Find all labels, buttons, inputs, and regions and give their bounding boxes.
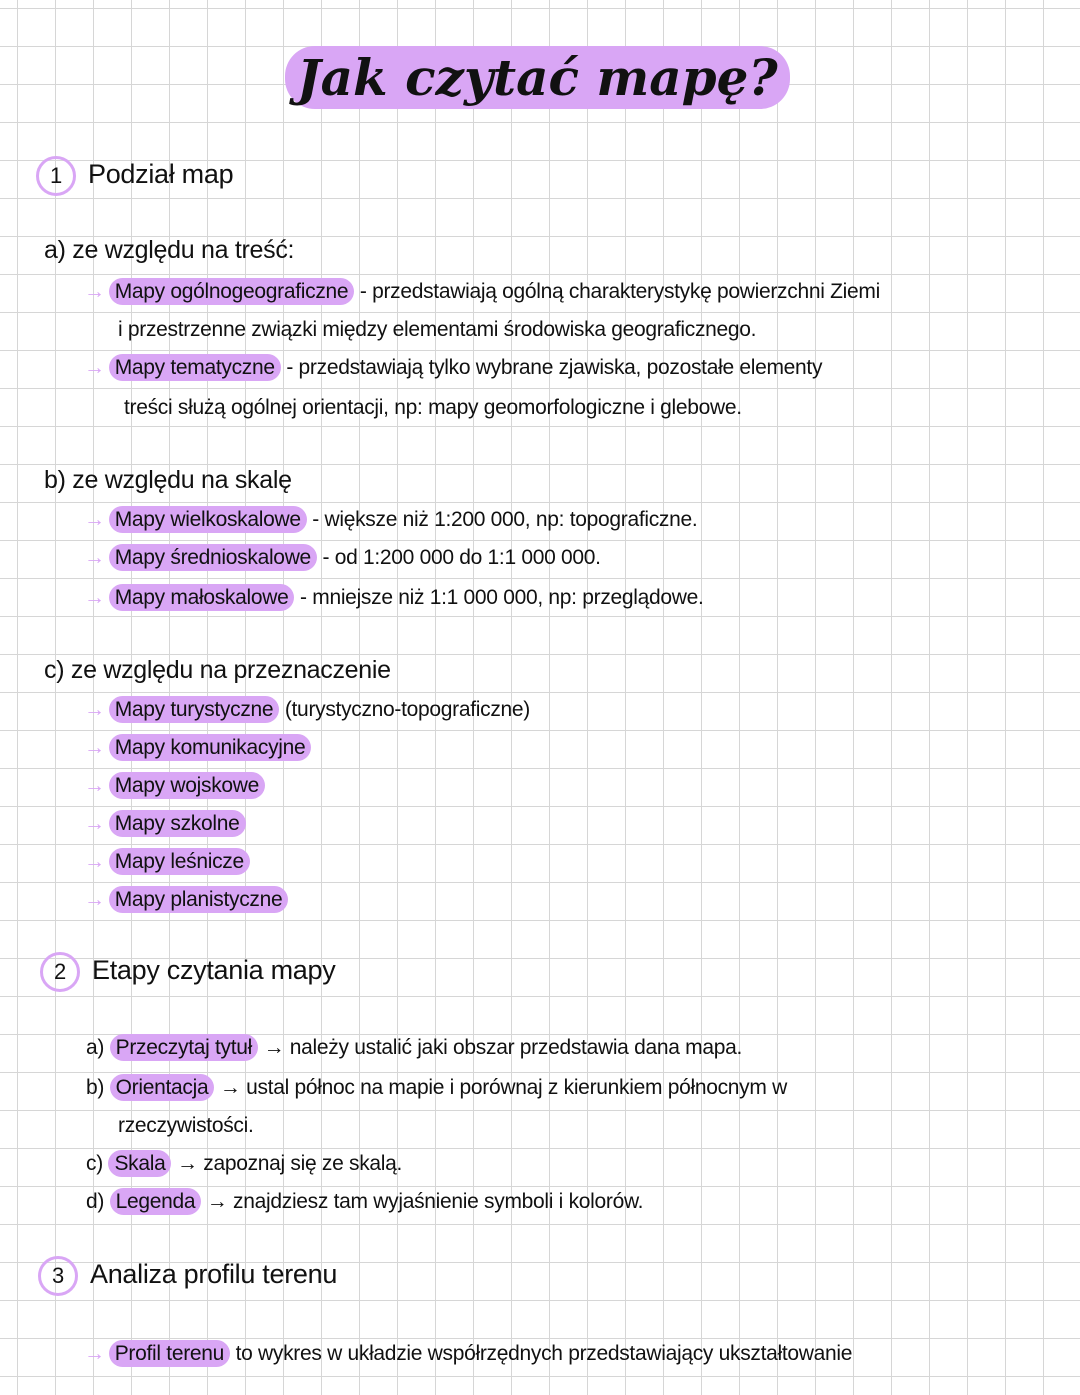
list-item (84, 888, 288, 912)
step-item (86, 1036, 742, 1060)
list-item (84, 356, 822, 380)
section-number: 2 (40, 952, 80, 992)
list-item (84, 774, 265, 798)
step-item (86, 1152, 402, 1176)
heading-text: Etapy czytania mapy (92, 955, 336, 985)
step-item (86, 1076, 787, 1100)
step-letter: c) (86, 1152, 109, 1175)
step-letter: a) (86, 1036, 110, 1059)
description: → znajdziesz tam wyjaśnienie symboli i kolorów. (201, 1190, 644, 1213)
page-title: Jak czytać mapę? (285, 48, 790, 107)
term: Profil terenu (109, 1340, 230, 1367)
subsection-b-label: b) ze względu na skalę (44, 466, 292, 494)
list-item (84, 1342, 852, 1366)
arrow-icon: → (84, 280, 105, 303)
description: → należy ustalić jaki obszar przedstawia dana mapa. (258, 1036, 743, 1059)
arrow-icon: → (84, 736, 105, 759)
description: to wykres w układzie współrzędnych przedstawiający ukształtowanie (230, 1342, 853, 1365)
step-continuation: rzeczywistości. (118, 1114, 254, 1137)
step-letter: b) (86, 1076, 110, 1099)
description: - od 1:200 000 do 1:1 000 000. (316, 546, 601, 569)
term: Mapy średnioskalowe (109, 544, 317, 571)
description: - większe niż 1:200 000, np: topograficzne. (306, 508, 698, 531)
description: - przedstawiają ogólną charakterystykę powierzchni Ziemi (354, 280, 880, 303)
description: - mniejsze niż 1:1 000 000, np: przeglądowe. (294, 586, 704, 609)
term: Mapy tematyczne (109, 354, 281, 381)
list-item (84, 586, 704, 610)
list-item (84, 698, 530, 722)
arrow-icon: → (84, 1342, 105, 1365)
arrow-icon: → (84, 698, 105, 721)
heading-text: Podział map (88, 159, 234, 189)
arrow-icon: → (84, 774, 105, 797)
section-1-heading (36, 156, 233, 196)
subsection-c-label: c) ze względu na przeznaczenie (44, 656, 391, 684)
section-3-heading (38, 1256, 337, 1296)
term: Mapy wielkoskalowe (109, 506, 307, 533)
arrow-icon: → (84, 356, 105, 379)
term: Mapy małoskalowe (109, 584, 295, 611)
term: Mapy ogólnogeograficzne (109, 278, 355, 305)
term: Mapy turystyczne (109, 696, 280, 723)
term: Przeczytaj tytuł (110, 1034, 258, 1061)
term: Legenda (110, 1188, 202, 1215)
term: Mapy wojskowe (109, 772, 265, 799)
description: → ustal północ na mapie i porównaj z kierunkiem północnym w (214, 1076, 787, 1099)
arrow-icon: → (84, 508, 105, 531)
list-item (84, 280, 880, 304)
arrow-icon: → (84, 888, 105, 911)
step-letter: d) (86, 1190, 110, 1213)
term: Skala (108, 1150, 171, 1177)
term: Orientacja (110, 1074, 215, 1101)
arrow-icon: → (84, 586, 105, 609)
term: Mapy szkolne (109, 810, 246, 837)
term: Mapy planistyczne (109, 886, 289, 913)
list-item (84, 812, 246, 836)
list-item (84, 736, 311, 760)
description: - przedstawiają tylko wybrane zjawiska, pozostałe elementy (280, 356, 823, 379)
term: Mapy komunikacyjne (109, 734, 312, 761)
list-item (84, 850, 250, 874)
arrow-icon: → (84, 546, 105, 569)
list-item-continuation: i przestrzenne związki między elementami środowiska geograficznego. (118, 318, 757, 341)
term: Mapy leśnicze (109, 848, 250, 875)
arrow-icon: → (84, 850, 105, 873)
list-item-continuation: treści służą ogólnej orientacji, np: mapy geomorfologiczne i glebowe. (124, 396, 742, 419)
section-number: 3 (38, 1256, 78, 1296)
section-2-heading (40, 952, 335, 992)
description: → zapoznaj się ze skalą. (171, 1152, 403, 1175)
heading-text: Analiza profilu terenu (90, 1259, 338, 1289)
step-item (86, 1190, 643, 1214)
subsection-a-label: a) ze względu na treść: (44, 236, 295, 264)
list-item (84, 546, 601, 570)
description: (turystyczno-topograficzne) (279, 698, 530, 721)
arrow-icon: → (84, 812, 105, 835)
list-item (84, 508, 697, 532)
section-number: 1 (36, 156, 76, 196)
